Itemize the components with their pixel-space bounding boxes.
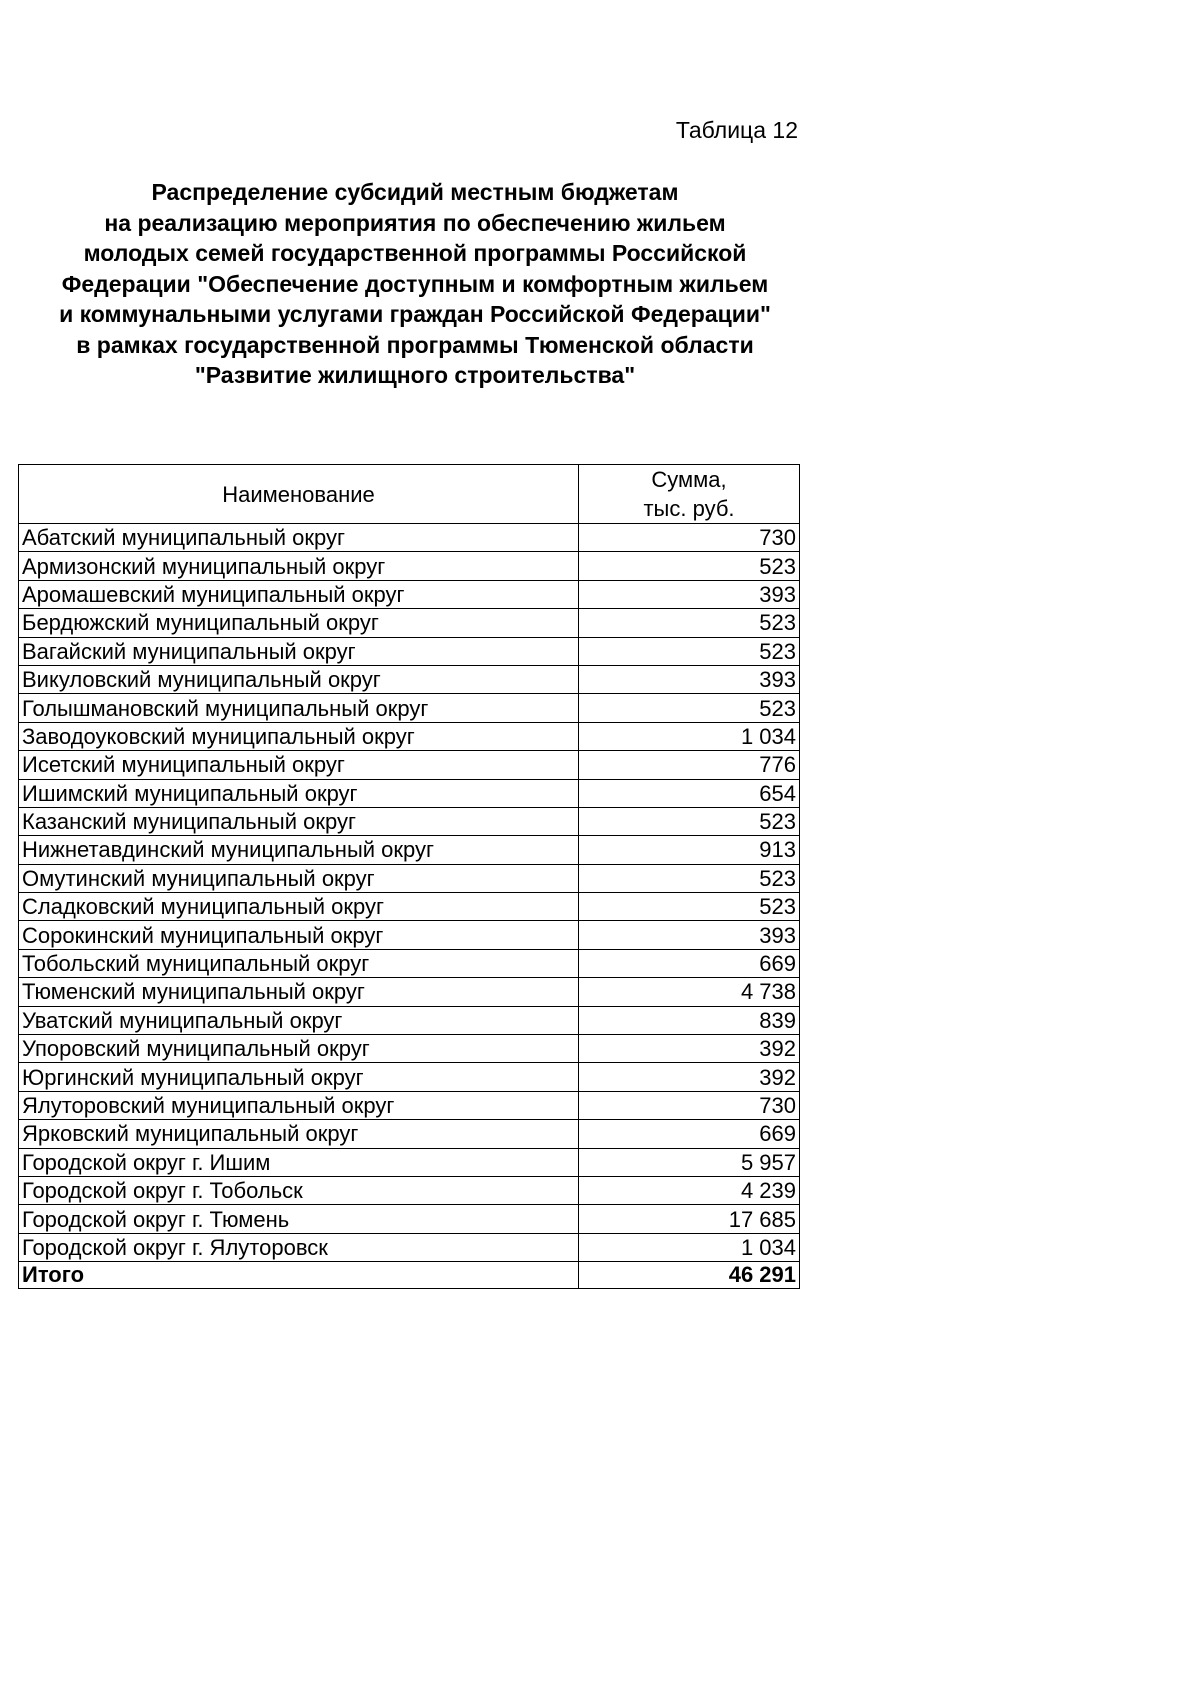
subsidy-amount: 392 [579,1063,800,1091]
title-line: на реализацию мероприятия по обеспечению жильем [104,209,726,236]
table-row [19,864,800,892]
table-number-label: Таблица 12 [675,117,798,143]
municipality-name: Армизонский муниципальный округ [19,552,579,580]
municipality-name: Уватский муниципальный округ [19,1006,579,1034]
municipality-name: Ялуторовский муниципальный округ [19,1091,579,1119]
table-row [19,779,800,807]
subsidy-amount: 523 [579,609,800,637]
table-row [19,1091,800,1119]
municipality-name: Вагайский муниципальный округ [19,637,579,665]
table-row [19,637,800,665]
subsidy-amount: 393 [579,665,800,693]
subsidy-amount: 523 [579,864,800,892]
municipality-name: Городской округ г. Тобольск [19,1176,579,1204]
municipality-name: Ярковский муниципальный округ [19,1120,579,1148]
column-header-sum-line1: Сумма, [651,467,727,492]
table-row [19,807,800,835]
table-row [19,751,800,779]
subsidy-amount: 1 034 [579,722,800,750]
table-row [19,1148,800,1176]
subsidy-amount: 654 [579,779,800,807]
municipality-name: Городской округ г. Ялуторовск [19,1233,579,1261]
municipality-name: Нижнетавдинский муниципальный округ [19,836,579,864]
subsidy-amount: 730 [579,1091,800,1119]
subsidy-amount: 4 738 [579,978,800,1006]
municipality-name: Заводоуковский муниципальный округ [19,722,579,750]
subsidy-amount: 669 [579,1120,800,1148]
subsidy-amount: 4 239 [579,1176,800,1204]
municipality-name: Исетский муниципальный округ [19,751,579,779]
table-row [19,552,800,580]
subsidy-amount: 5 957 [579,1148,800,1176]
subsidy-amount: 730 [579,524,800,552]
column-header-sum [579,465,800,524]
table-row [19,1006,800,1034]
municipality-name: Упоровский муниципальный округ [19,1035,579,1063]
municipality-name: Аромашевский муниципальный округ [19,580,579,608]
table-row [19,609,800,637]
municipality-name: Сорокинский муниципальный округ [19,921,579,949]
subsidy-amount: 523 [579,694,800,722]
table-row [19,1176,800,1204]
total-row [19,1262,800,1289]
table-row [19,1063,800,1091]
table-row [19,722,800,750]
municipality-name: Бердюжский муниципальный округ [19,609,579,637]
municipality-name: Тюменский муниципальный округ [19,978,579,1006]
table-row [19,580,800,608]
subsidy-amount: 393 [579,580,800,608]
municipality-name: Юргинский муниципальный округ [19,1063,579,1091]
table-row [19,1035,800,1063]
table-row [19,524,800,552]
municipality-name: Викуловский муниципальный округ [19,665,579,693]
subsidy-amount: 776 [579,751,800,779]
column-header-sum-line2: тыс. руб. [643,496,735,521]
municipality-name: Городской округ г. Ишим [19,1148,579,1176]
table-row [19,949,800,977]
subsidy-distribution-table [18,464,800,1289]
municipality-name: Сладковский муниципальный округ [19,893,579,921]
table-row [19,1120,800,1148]
title-line: "Развитие жилищного строительства" [194,362,636,388]
title-line: Федерации "Обеспечение доступным и комфортным жильем [61,270,769,297]
municipality-name: Казанский муниципальный округ [19,807,579,835]
table-row [19,665,800,693]
title-line: Распределение субсидий местным бюджетам [151,179,679,205]
subsidy-amount: 393 [579,921,800,949]
document-title [10,177,820,391]
total-sum: 46 291 [579,1262,800,1289]
subsidy-amount: 913 [579,836,800,864]
column-header-name: Наименование [19,465,579,524]
table-body [19,524,800,1262]
municipality-name: Городской округ г. Тюмень [19,1205,579,1233]
subsidy-amount: 839 [579,1006,800,1034]
subsidy-amount: 523 [579,893,800,921]
total-label: Итого [19,1262,579,1289]
subsidy-amount: 523 [579,637,800,665]
title-line: молодых семей государственной программы Российской [83,240,747,266]
subsidy-amount: 1 034 [579,1233,800,1261]
subsidy-amount: 17 685 [579,1205,800,1233]
municipality-name: Ишимский муниципальный округ [19,779,579,807]
subsidy-amount: 523 [579,552,800,580]
municipality-name: Тобольский муниципальный округ [19,949,579,977]
subsidy-amount: 523 [579,807,800,835]
municipality-name: Абатский муниципальный округ [19,524,579,552]
table-row [19,1233,800,1261]
municipality-name: Голышмановский муниципальный округ [19,694,579,722]
table-row [19,694,800,722]
table-row [19,921,800,949]
table-footer [19,1262,800,1289]
subsidy-amount: 669 [579,949,800,977]
table-row [19,836,800,864]
table-header-row [19,465,800,524]
title-line: и коммунальными услугами граждан Российской Федерации" [59,301,771,327]
subsidy-amount: 392 [579,1035,800,1063]
table-row [19,893,800,921]
title-line: в рамках государственной программы Тюменской области [76,331,754,358]
table-row [19,1205,800,1233]
municipality-name: Омутинский муниципальный округ [19,864,579,892]
table-row [19,978,800,1006]
table-header [19,465,800,524]
